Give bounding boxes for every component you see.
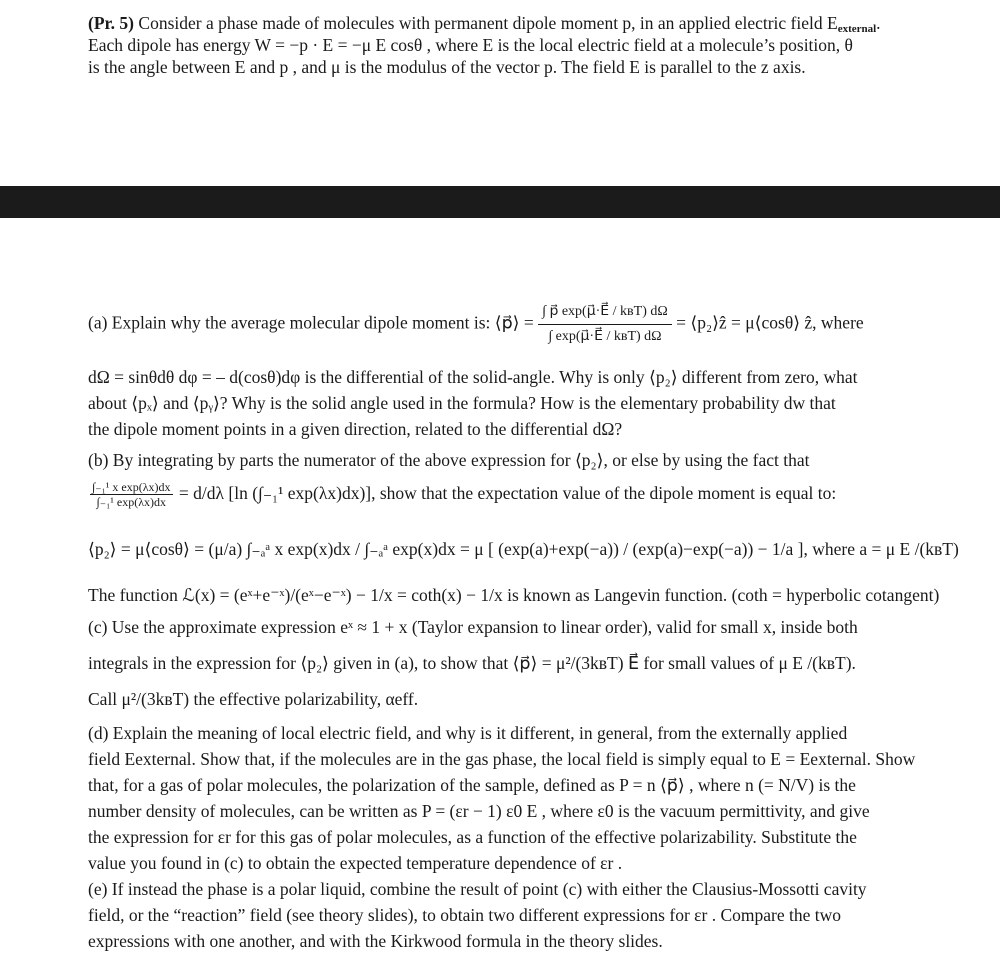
part-a-line-3: about ⟨pₓ⟩ and ⟨pᵧ⟩? Why is the solid angle used in the formula? How is the elementary probability dw that [88, 393, 836, 413]
part-b-line-2 [88, 478, 836, 509]
part-b-line-2-rest: = d/dλ [ln (∫₋₁¹ exp(λx)dx)], show that the expectation value of the dipole moment is equal to: [178, 483, 837, 503]
part-b-ratio-denominator: ∫₋₁¹ exp(λx)dx [96, 495, 167, 510]
part-a-denominator: ∫ exp(μ⃗·E⃗ / kʙT) dΩ [548, 329, 662, 344]
part-e-line-3: expressions with one another, and with the Kirkwood formula in the theory slides. [88, 931, 663, 951]
part-d-line-5: the expression for εr for this gas of polar molecules, as a function of the effective polarizability. Substitute the [88, 827, 857, 847]
part-c-line-2: integrals in the expression for ⟨p₂⟩ given in (a), to show that ⟨p⃗⟩ = μ²/(3kʙT) E⃗ for small values of μ E /(kʙT). [88, 653, 856, 673]
part-a-fraction [538, 300, 672, 349]
part-d-line-6: value you found in (c) to obtain the expected temperature dependence of εr . [88, 853, 623, 873]
part-d-line-1: (d) Explain the meaning of local electric field, and why is it different, in general, from the externally applied [88, 723, 848, 743]
part-d-line-4: number density of molecules, can be written as P = (εr − 1) ε0 E , where ε0 is the vacuum permittivity, and give [88, 801, 870, 821]
part-d-line-3: that, for a gas of polar molecules, the polarization of the sample, defined as P = n ⟨p⃗⟩ , where n (= N/V) is the [88, 775, 856, 795]
problem-header-section [0, 0, 1000, 186]
part-b-equation-where: , where a = μ E /(kʙT) [803, 539, 959, 559]
part-b-equation [88, 538, 959, 560]
problem-label: (Pr. 5) [88, 13, 135, 33]
part-a-lead: (a) Explain why the average molecular dipole moment is: ⟨p⃗⟩ = [88, 312, 534, 333]
part-c-line-1: (c) Use the approximate expression eˣ ≈ 1 + x (Taylor expansion to linear order), valid for small x, inside both [88, 617, 858, 637]
part-e-line-2: field, or the “reaction” field (see theory slides), to obtain two different expressions for εr . Compare the two [88, 905, 841, 925]
black-separator-band [0, 186, 1000, 218]
part-a-line-2: dΩ = sinθdθ dφ = – d(cosθ)dφ is the differential of the solid-angle. Why is only ⟨p₂⟩ different from zero, what [88, 367, 858, 387]
part-a-numerator: ∫ p⃗ exp(μ⃗·E⃗ / kʙT) dΩ [538, 300, 672, 325]
part-b-langevin-line: The function ℒ(x) = (eˣ+e⁻ˣ)/(eˣ−e⁻ˣ) − 1/x = coth(x) − 1/x is known as Langevin function. (coth = hyperbolic cotangent) [88, 585, 940, 605]
problem-header-line-2: Each dipole has energy W = −p · E = −μ E cosθ , where E is the local electric field at a molecule’s position, θ [88, 35, 853, 55]
problem-header-text-1: Consider a phase made of molecules with permanent dipole moment p, in an applied electric field E [138, 13, 838, 33]
part-a-line-4: the dipole moment points in a given direction, related to the differential dΩ? [88, 419, 623, 439]
problem-header-line-1: (Pr. 5) Consider a phase made of molecules with permanent dipole moment p, in an applied electric field $E_{external}$. [88, 13, 881, 35]
part-a-line-1 [88, 300, 864, 349]
external-subscript: external [837, 23, 877, 35]
part-b-ratio-numerator: ∫₋₁¹ x exp(λx)dx [92, 480, 171, 495]
part-b-ratio-fraction [90, 480, 173, 509]
problem-header-line-3: is the angle between E and p , and μ is the modulus of the vector p. The field E is parallel to the z axis. [88, 57, 806, 77]
part-d-line-2: field Eexternal. Show that, if the molecules are in the gas phase, the local field is simply equal to E = Eexternal. Show [88, 749, 916, 769]
part-c-line-3: Call μ²/(3kʙT) the effective polarizability, αeff. [88, 689, 419, 709]
part-b-line-1: (b) By integrating by parts the numerator of the above expression for ⟨p₂⟩, or else by using the fact that [88, 450, 810, 470]
part-e-line-1: (e) If instead the phase is a polar liquid, combine the result of point (c) with either the Clausius-Mossotti cavity [88, 879, 867, 899]
part-a-tail: = ⟨p₂⟩ẑ = μ⟨cosθ⟩ ẑ, where [676, 312, 864, 333]
part-b-equation-expression: ⟨p₂⟩ = μ⟨cosθ⟩ = (μ/a) ∫₋ₐᵃ x exp(x)dx / ∫₋ₐᵃ exp(x)dx = μ [ (exp(a)+exp(−a)) / (exp(a)−exp(−a)) − 1/a ] [88, 539, 804, 559]
